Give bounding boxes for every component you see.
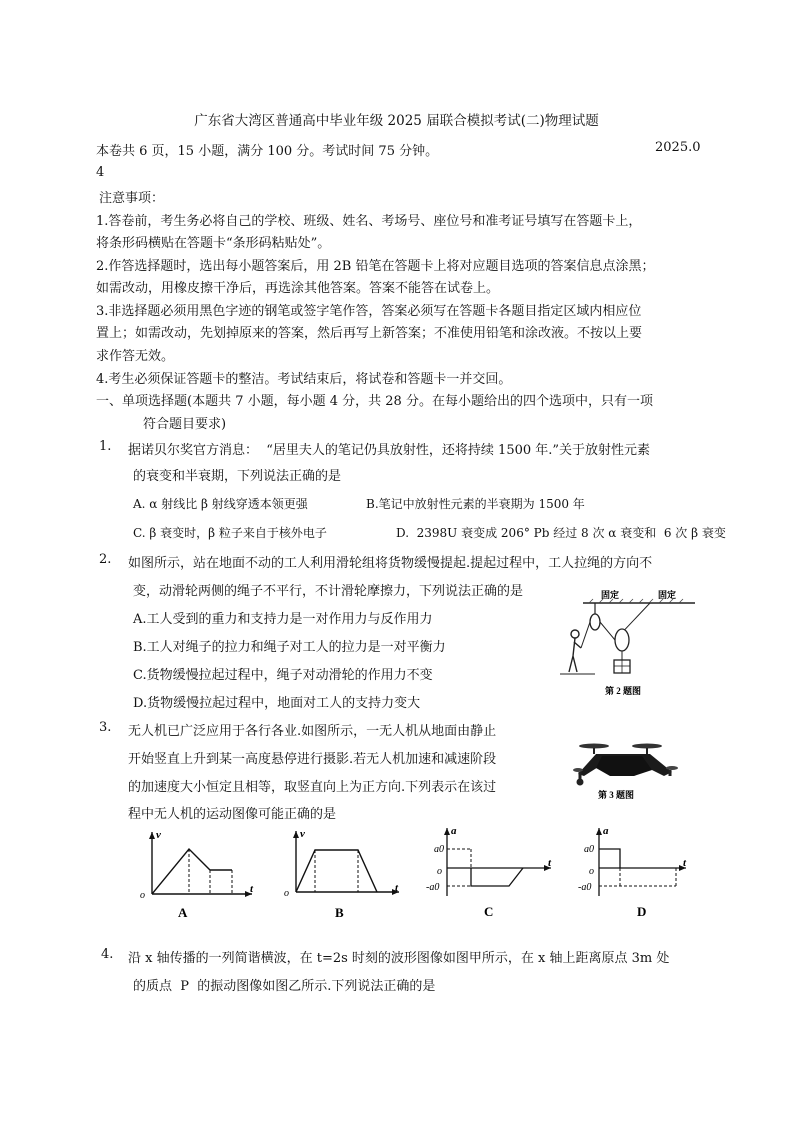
q4-stem: 的质点 P 的振动图像如图乙所示.下列说法正确的是 — [133, 979, 436, 994]
graph-label: C — [484, 904, 494, 919]
q4-stem: 沿 x 轴传播的一列简谐横波，在 t=2s 时刻的波形图像如图甲所示，在 x 轴上距离原点 3m 处 — [128, 951, 670, 966]
a0-label: a0 — [434, 844, 444, 855]
graph-a — [138, 826, 256, 924]
graph-label: D — [637, 904, 647, 919]
notice-line: 将条形码横贴在答题卡“条形码粘贴处”。 — [96, 236, 331, 251]
q2-stem: 变，动滑轮两侧的绳子不平行，不计滑轮摩擦力，下列说法正确的是 — [133, 584, 524, 599]
graph-label: A — [178, 905, 188, 920]
notice-heading: 注意事项： — [99, 191, 165, 206]
neg-a0-label: -a0 — [578, 882, 592, 893]
q2-stem: 如图所示，站在地面不动的工人利用滑轮组将货物缓慢提起.提起过程中，工人拉绳的方向不 — [128, 556, 653, 571]
graph-b — [283, 826, 403, 924]
y-axis-label: v — [156, 829, 161, 841]
q1-stem: 的衰变和半衰期，下列说法正确的是 — [133, 469, 342, 484]
origin-label: o — [589, 866, 594, 877]
question-number: 1. — [99, 439, 112, 454]
graph-c — [423, 822, 558, 924]
drone-icon — [573, 744, 678, 786]
question-number: 2. — [99, 552, 112, 567]
origin-label: o — [284, 888, 289, 899]
worker-figure — [569, 630, 581, 672]
page-title: 广东省大湾区普通高中毕业年级 2025 届联合模拟考试(二)物理试题 — [194, 113, 599, 129]
q3-stem: 的加速度大小恒定且相等，取竖直向上为正方向.下列表示在该过 — [128, 780, 497, 795]
y-axis-label: a — [603, 825, 609, 837]
v-t-curve — [152, 849, 232, 894]
x-axis-label: t — [395, 882, 399, 894]
notice-line: 求作答无效。 — [96, 349, 175, 364]
section-heading-cont: 符合题目要求) — [143, 417, 227, 432]
y-axis-label: v — [300, 828, 305, 840]
origin-label: o — [140, 890, 145, 901]
q2-figure-caption: 第 2 题图 — [605, 686, 642, 696]
graph-d — [572, 822, 692, 924]
notice-line: 如需改动，用橡皮擦干净后，再选涂其他答案。答案不能答在试卷上。 — [96, 281, 500, 296]
x-axis-label: t — [683, 857, 687, 869]
graph-label: B — [335, 905, 344, 920]
q1-stem: 据诺贝尔奖官方消息： “居里夫人的笔记仍具放射性，还将持续 1500 年.”关于放射性元素 — [128, 443, 651, 458]
q2-option-b: B.工人对绳子的拉力和绳子对工人的拉力是一对平衡力 — [133, 640, 446, 655]
a-t-curve — [599, 849, 620, 868]
fixed-label-1: 固定 — [601, 590, 620, 600]
q3-stem: 无人机已广泛应用于各行各业.如图所示，一无人机从地面由静止 — [128, 724, 497, 739]
q3-stem: 开始竖直上升到某一高度悬停进行摄影.若无人机加速和减速阶段 — [128, 752, 497, 767]
origin-label: o — [437, 866, 442, 877]
q1-option-c: C. β 衰变时，β 粒子来自于核外电子 — [133, 526, 327, 540]
a-t-curve — [471, 868, 523, 886]
movable-pulley — [615, 629, 629, 651]
q2-pulley-figure — [555, 590, 705, 700]
q2-option-c: C.货物缓慢拉起过程中，绳子对动滑轮的作用力不变 — [133, 668, 433, 683]
fixed-pulley — [590, 614, 600, 630]
section-heading: 一、单项选择题(本题共 7 小题，每小题 4 分，共 28 分。在每小题给出的四个选项中，只有一项 — [96, 394, 653, 409]
v-t-curve — [296, 850, 377, 892]
question-number: 3. — [99, 720, 112, 735]
q3-drone-figure — [572, 740, 682, 802]
a0-label: a0 — [584, 844, 594, 855]
notice-line: 3.非选择题必须用黑色字迹的钢笔或签字笔作答，答案必须写在答题卡各题目指定区域内相应位 — [96, 304, 642, 319]
q3-stem: 程中无人机的运动图像可能正确的是 — [128, 807, 337, 822]
notice-line: 4.考生必须保证答题卡的整洁。考试结束后，将试卷和答题卡一并交回。 — [96, 372, 512, 387]
y-axis-label: a — [451, 825, 457, 837]
x-axis-label: t — [548, 857, 552, 869]
exam-info: 本卷共 6 页，15 小题，满分 100 分。考试时间 75 分钟。 — [96, 144, 439, 159]
question-number: 4. — [101, 947, 114, 962]
exam-date-cont: 4 — [96, 165, 105, 180]
notice-line: 置上；如需改动，先划掉原来的答案，然后再写上新答案；不准使用铅笔和涂改液。不按以上要 — [96, 326, 643, 341]
q1-option-b: B.笔记中放射性元素的半衰期为 1500 年 — [366, 497, 585, 511]
x-axis-label: t — [250, 883, 254, 895]
q1-option-a: A. α 射线比 β 射线穿透本领更强 — [133, 497, 308, 511]
notice-line: 2.作答选择题时，选出每小题答案后，用 2B 铅笔在答题卡上将对应题目选项的答案信息点涂黑； — [96, 259, 655, 274]
q2-option-d: D.货物缓慢拉起过程中，地面对工人的支持力变大 — [133, 696, 421, 711]
exam-date: 2025.0 — [655, 140, 701, 155]
notice-line: 1.答卷前，考生务必将自己的学校、班级、姓名、考场号、座位号和准考证号填写在答题卡上， — [96, 214, 642, 229]
neg-a0-label: -a0 — [426, 882, 440, 893]
q1-option-d: D. 2398U 衰变成 206° Pb 经过 8 次 α 衰变和 6 次 β 衰变 — [396, 526, 726, 540]
fixed-label-2: 固定 — [658, 590, 677, 600]
q2-option-a: A.工人受到的重力和支持力是一对作用力与反作用力 — [133, 612, 433, 627]
q3-figure-caption: 第 3 题图 — [598, 790, 635, 800]
